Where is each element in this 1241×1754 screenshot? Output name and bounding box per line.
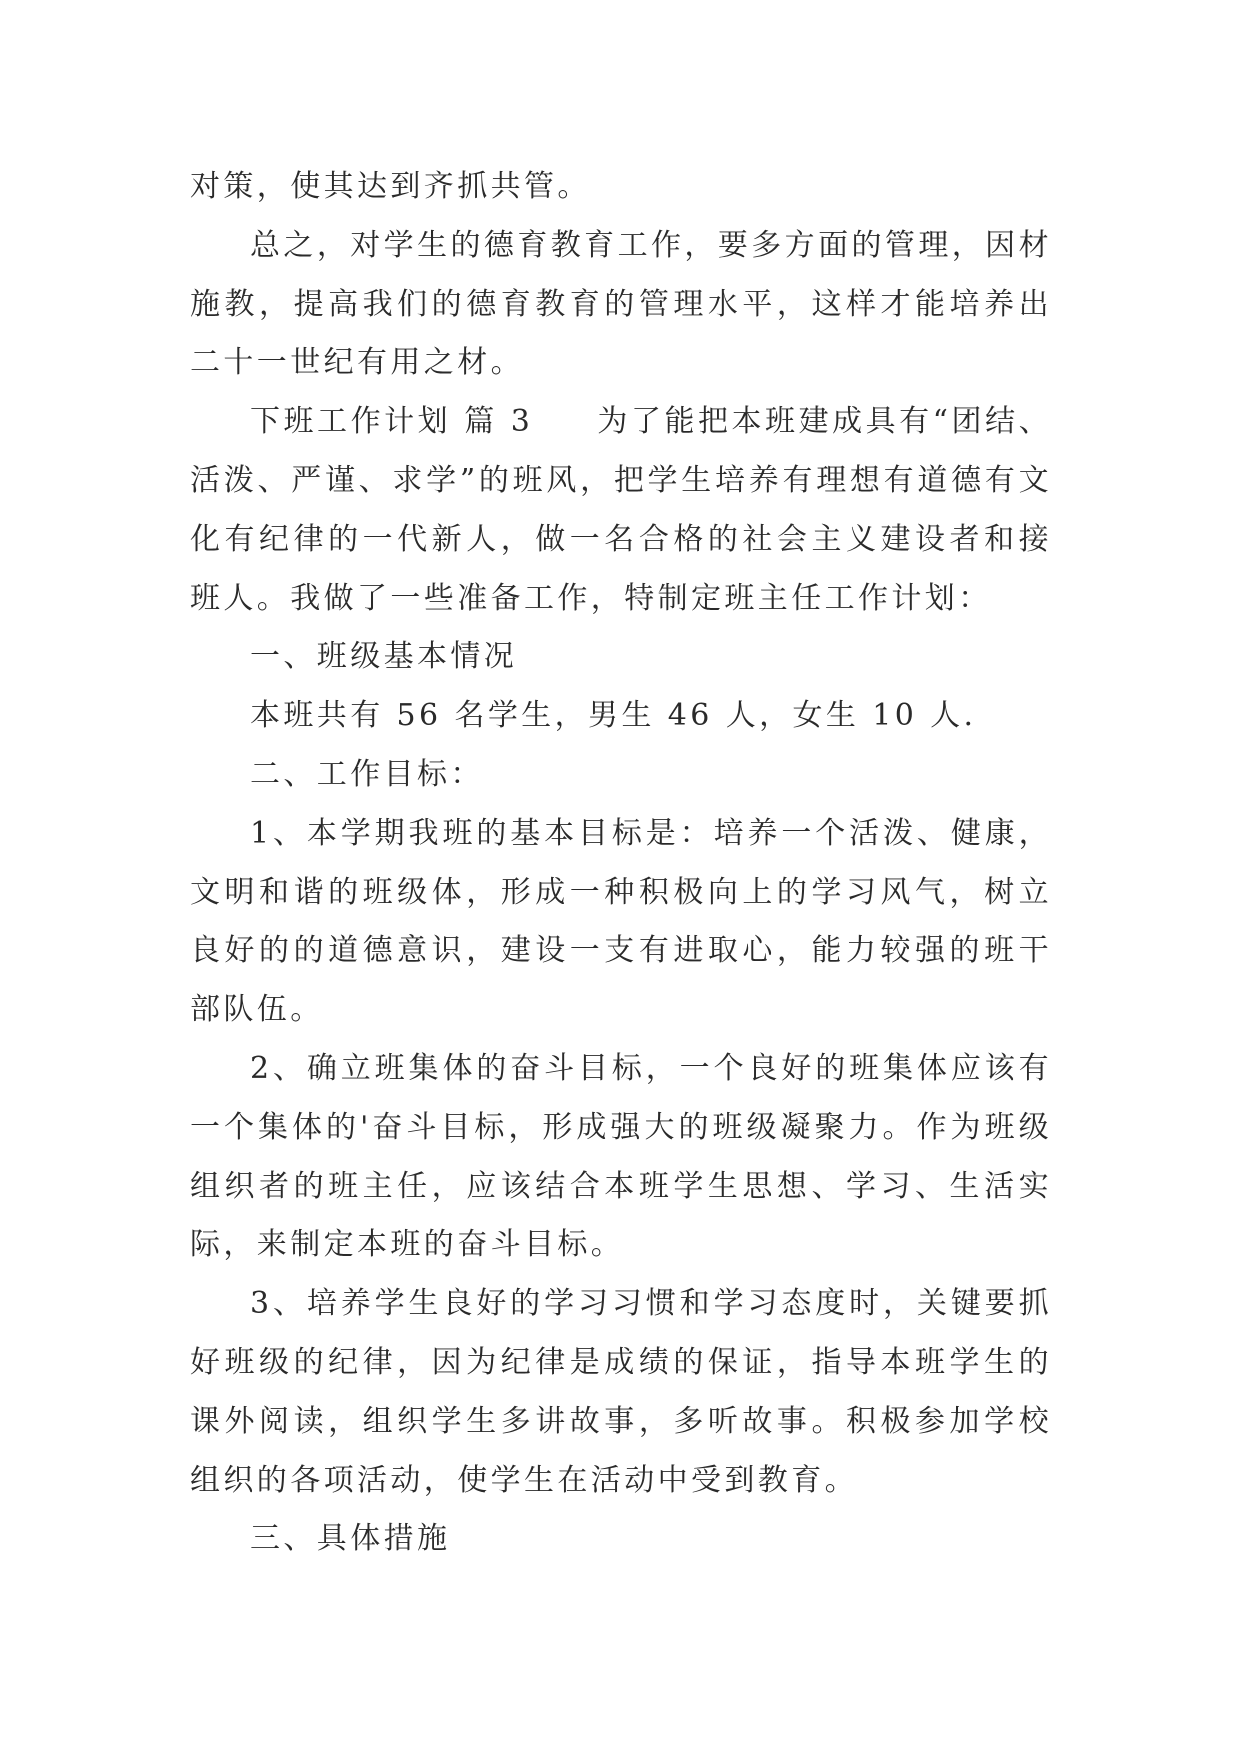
paragraph-class-count: 本班共有 56 名学生，男生 46 人，女生 10 人. xyxy=(250,698,977,734)
paragraph-continuation: 对策，使其达到齐抓共管。 xyxy=(190,169,591,204)
heading-measures: 三、具体措施 xyxy=(250,1521,451,1557)
section-intro-tail: 人。我做了一些准备工作，特制定班主任工作计划： xyxy=(223,580,992,616)
section-intro-text: 为了能把本班建成具有“团结、活泼、严谨、求学”的班风，把学生培养有理想有道德有文化有纪律的一代新人，做一名合格的社会主义建设者和接班 xyxy=(190,404,1052,616)
heading-class-situation: 一、班级基本情况 xyxy=(250,639,518,675)
paragraph-goal-1: 1、本学期我班的基本目标是：培养一个活泼、健康，文明和谐的班级体，形成一种积极向上的学习风气，树立良好的的道德意识，建设一支有进取心，能力较强的班干部队伍。 xyxy=(190,815,1052,1028)
heading-work-goals: 二、工作目标： xyxy=(250,756,484,792)
paragraph-goal-3: 3、培养学生良好的学习习惯和学习态度时，关键要抓好班级的纪律，因为纪律是成绩的保证，指导本班学生的课外阅读，组织学生多讲故事，多听故事。积极参加学校组织的各项活动，使学生在活动中受到教育。 xyxy=(190,1286,1052,1498)
paragraph-goal-2: 2、确立班集体的奋斗目标，一个良好的班集体应该有一个集体的'奋斗目标，形成强大的班级凝聚力。作为班级组织者的班主任，应该结合本班学生思想、学习、生活实际，来制定本班的奋斗目标。 xyxy=(190,1050,1052,1263)
paragraph-conclusion: 总之，对学生的德育教育工作，要多方面的管理，因材施教，提高我们的德育教育的管理水平，这样才能培养出二十一世纪有用之材。 xyxy=(190,227,1052,381)
paragraph-plan-intro xyxy=(190,393,1052,628)
section-heading: 下班工作计划 篇 3 xyxy=(250,404,534,440)
document-body xyxy=(190,158,1052,1569)
